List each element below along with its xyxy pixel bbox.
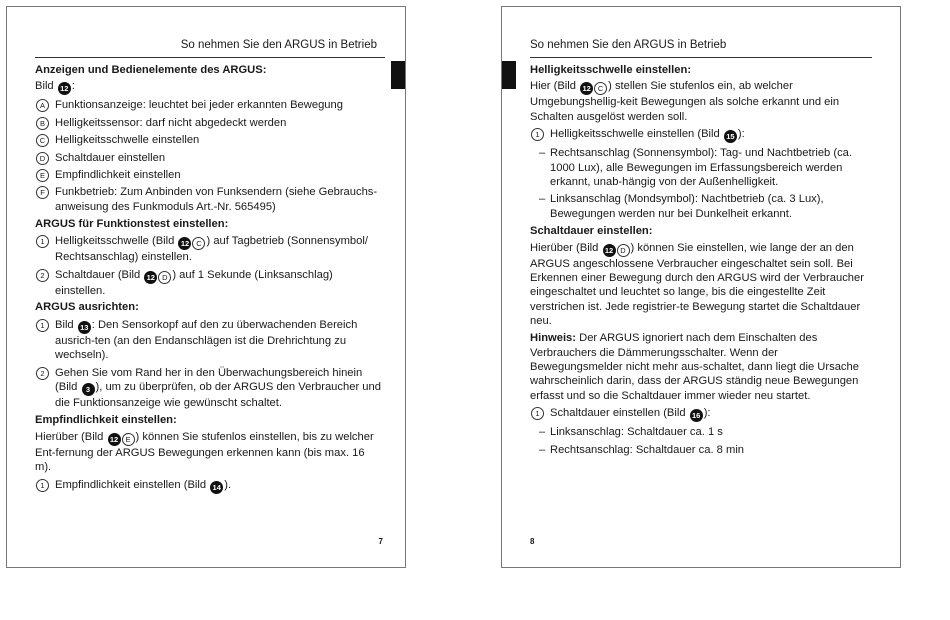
letter-f-icon: F [36, 186, 49, 199]
step-item: 2 Gehen Sie vom Rand her in den Überwachungsbereich hinein (Bild 3 ), um zu überprüfen, ob der ARGUS den Verbraucher und die Funktionsanzeige wie gewünscht schaltet. [35, 366, 383, 411]
figure-number-badge: 12 [580, 82, 593, 95]
step-item: 1 Empfindlichkeit einstellen (Bild 14 ). [35, 478, 383, 494]
figure-reference-line: Bild 12 : [35, 80, 75, 94]
dash-list-item: – Linksanschlag: Schaltdauer ca. 1 s [539, 426, 723, 439]
letter-c-icon: C [192, 237, 205, 250]
section-heading-controls: Anzeigen und Bedienelemente des ARGUS: [35, 63, 267, 76]
figure-number-badge: 14 [210, 481, 223, 494]
step-item: 1 Helligkeitsschwelle einstellen (Bild 15 ): [530, 127, 872, 143]
header-rule [530, 57, 872, 58]
step-number-icon: 1 [531, 128, 544, 141]
control-element-item: E Empfindlichkeit einstellen [35, 168, 383, 182]
figure-number-badge: 12 [144, 271, 157, 284]
page-number: 8 [530, 537, 535, 546]
letter-c-icon: C [594, 82, 607, 95]
letter-a-icon: A [36, 99, 49, 112]
section-heading-brightness: Helligkeitsschwelle einstellen: [530, 63, 692, 76]
control-element-item: D Schaltdauer einstellen [35, 151, 383, 165]
page-content [35, 60, 383, 494]
letter-d-icon: D [36, 152, 49, 165]
section-heading-function-test: ARGUS für Funktionstest einstellen: [35, 217, 229, 230]
body-paragraph: Hierüber (Bild 12 D ) können Sie einstellen, wie lange der an den ARGUS angeschlossene Verbraucher eingeschaltet sein soll. Bei Erkennen einer Bewegung durch den ARGUS wird der Verbraucher eingeschaltet und leuchtet so lange, bis die eingestellte Zeit verstrichen ist. Jede registrier-te Bewegung startet die Schaltdauer neu. [530, 241, 864, 328]
step-number-icon: 2 [36, 367, 49, 380]
dash-bullet: – [539, 147, 546, 160]
section-heading-duration: Schaltdauer einstellen: [530, 224, 653, 237]
body-paragraph: Hier (Bild 12 C ) stellen Sie stufenlos ein, ab welcher Umgebungshellig-keit Bewegungen als solche erkannt und ein Schalten ausgelöst werden soll. [530, 80, 840, 123]
figure-number-badge: 12 [178, 237, 191, 250]
body-paragraph: Hierüber (Bild 12 E ) können Sie stufenlos einstellen, bis zu welcher Ent-fernung der ARGUS Bewegungen erkennen kann (bis max. 16 m). [35, 430, 374, 474]
letter-e-icon: E [122, 433, 135, 446]
letter-e-icon: E [36, 169, 49, 182]
dash-bullet: – [539, 443, 546, 456]
dash-list-item: – Rechtsanschlag (Sonnensymbol): Tag- und Nachtbetrieb (ca. 1000 Lux), alle Bewegungen im Erfassungsbereich werden erkannt, unab-hängig von der Außenhelligkeit. [539, 147, 853, 189]
dash-bullet: – [539, 193, 546, 206]
letter-d-icon: D [158, 271, 171, 284]
page-number: 7 [378, 537, 383, 546]
step-item: 1 Helligkeitsschwelle (Bild 12 C ) auf Tagbetrieb (Sonnensymbol/ Rechtsanschlag) einstellen. [35, 234, 383, 264]
running-header: So nehmen Sie den ARGUS in Betrieb [180, 39, 377, 51]
figure-number-badge: 15 [724, 130, 737, 143]
page-right [501, 6, 901, 568]
running-header: So nehmen Sie den ARGUS in Betrieb [530, 39, 727, 51]
section-heading-alignment: ARGUS ausrichten: [35, 301, 139, 314]
step-item: 1 Bild 13 : Den Sensorkopf auf den zu überwachenden Bereich ausrich-ten (an den Endanschlägen ist die Drehrichtung zu wechseln). [35, 318, 383, 363]
step-item: 2 Schaltdauer (Bild 12 D ) auf 1 Sekunde (Linksanschlag) einstellen. [35, 268, 383, 298]
hint-label: Hinweis: [530, 332, 577, 345]
step-number-icon: 2 [36, 269, 49, 282]
letter-d-icon: D [617, 244, 630, 257]
thumb-tab-marker [391, 61, 405, 89]
header-rule [35, 57, 385, 58]
control-element-item: F Funkbetrieb: Zum Anbinden von Funksendern (siehe Gebrauchs-anweisung des Funkmoduls Art.-Nr. 565495) [35, 185, 383, 214]
page-content [530, 60, 872, 457]
control-element-item: C Helligkeitsschwelle einstellen [35, 133, 383, 147]
control-element-item: A Funktionsanzeige: leuchtet bei jeder erkannten Bewegung [35, 98, 383, 112]
letter-c-icon: C [36, 134, 49, 147]
page-left [6, 6, 406, 568]
dash-bullet: – [539, 426, 546, 439]
section-heading-sensitivity: Empfindlichkeit einstellen: [35, 414, 177, 426]
step-number-icon: 1 [531, 407, 544, 420]
figure-number-badge: 12 [108, 433, 121, 446]
figure-number-badge: 16 [690, 409, 703, 422]
letter-b-icon: B [36, 117, 49, 130]
step-item: 1 Schaltdauer einstellen (Bild 16 ): [530, 406, 872, 422]
step-number-icon: 1 [36, 235, 49, 248]
figure-number-badge: 12 [603, 244, 616, 257]
step-number-icon: 1 [36, 319, 49, 332]
figure-number-badge: 12 [58, 82, 71, 95]
dash-list-item: – Rechtsanschlag: Schaltdauer ca. 8 min [539, 443, 745, 456]
dash-list-item: – Linksanschlag (Mondsymbol): Nachtbetrieb (ca. 3 Lux), Bewegungen werden nur bei Dunkelheit erkannt. [539, 193, 824, 220]
figure-number-badge: 13 [78, 321, 91, 334]
control-element-item: B Helligkeitssensor: darf nicht abgedeckt werden [35, 116, 383, 130]
hint-paragraph: Hinweis: Der ARGUS ignoriert nach dem Einschalten des Verbrauchers die Dämmerungsschalter. Wenn der Bewegungsmelder nicht mehr aus-schaltet, dann liegt die Ursache wahrscheinlich darin, dass der ARGUS ständig neue Bewegungen erfasst und so die Schaltdauer immer wieder neu startet. [530, 332, 859, 402]
step-number-icon: 1 [36, 479, 49, 492]
thumb-tab-marker [502, 61, 516, 89]
figure-number-badge: 3 [82, 383, 95, 396]
